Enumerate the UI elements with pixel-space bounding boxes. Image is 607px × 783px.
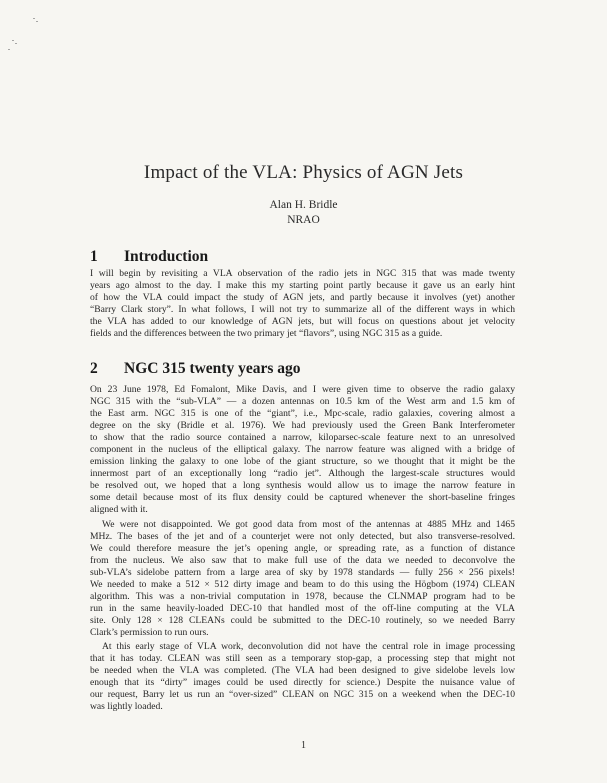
section-number: 2	[90, 360, 98, 377]
text-line: was lightly loaded.	[90, 701, 163, 713]
text-line: At this early stage of VLA work, deconvolution did not have the central role in image processing	[102, 641, 515, 652]
text-line: be resolved out, we hoped that a long synthesis would allow us to image the narrow feature in	[90, 480, 515, 492]
text-line: innermost part of an exceptionally long “radio jet”. Although the largest-scale structures would	[90, 468, 515, 480]
paragraph	[90, 268, 515, 340]
text-line: sub-VLA’s sidelobe pattern from a large area of sky by 1978 standards — fully 256 × 256 pixels!	[90, 567, 515, 579]
author-affiliation: NRAO	[287, 214, 320, 226]
text-line: run in the same heavily-loaded DEC-10 that handled most of the off-line computing at the VLA	[90, 603, 515, 615]
text-line: emission linking the galaxy to one lobe of the giant structure, so we thought that it might be the	[90, 456, 515, 468]
text-line: We were not disappointed. We got good data from most of the antennas at 4885 MHz and 1465	[102, 519, 515, 530]
text-line: be needed when the VLA was completed. (The VLA had been designed to give sidelobe levels low	[90, 665, 515, 677]
section-heading-introduction	[90, 248, 208, 266]
author-block	[0, 198, 607, 228]
text-line: I will begin by revisiting a VLA observation of the radio jets in NGC 315 that was made twenty	[90, 268, 515, 279]
text-line: On 23 June 1978, Ed Fomalont, Mike Davis, and I were given time to observe the radio galaxy	[90, 384, 515, 395]
text-line: of how the VLA could impact the study of AGN jets, and partly because it involves (yet) another	[90, 292, 515, 304]
section-title: Introduction	[124, 248, 209, 265]
author-name: Alan H. Bridle	[269, 199, 338, 211]
section-title: NGC 315 twenty years ago	[124, 360, 301, 377]
text-line: from the nucleus. We also saw that to make full use of the data we needed to deconvolve the	[90, 555, 515, 567]
text-line: Clark’s permission to run ours.	[90, 627, 209, 639]
text-line: site. Only 128 × 128 CLEANs could be submitted to the DEC-10 routinely, so we needed Barry	[90, 615, 515, 627]
text-line: algorithm. This was a non-trivial computation in 1978, because the CLNMAP program had to be	[90, 591, 515, 603]
text-line: aligned with it.	[90, 504, 148, 516]
paragraph	[90, 641, 515, 713]
text-line: the VLA has added to our knowledge of AGN jets, but will focus on questions about jet velocity	[90, 316, 515, 328]
text-line: our request, Barry let us run an “over-sized” CLEAN on NGC 315 on a weekend when the DEC-10	[90, 689, 515, 701]
paragraph	[90, 519, 515, 639]
text-line: enough that its “dirty” images could be used directly for science.) Despite the nuisance value of	[90, 677, 515, 689]
text-line: MHz. The bases of the jet and of a counterjet were not only detected, but also transverse-resolved.	[90, 531, 515, 543]
text-line: that it has today. CLEAN was still seen as a temporary stop-gap, a processing step that might not	[90, 653, 515, 665]
text-line: degree on the sky (Bridle et al. 1976). We had previously used the Green Bank Interferometer	[90, 420, 515, 432]
text-line: We could therefore measure the jet’s opening angle, or spreading rate, as a function of distance	[90, 543, 515, 555]
text-line: some detail because most of its flux density could be captured whenever the short-baseline fringes	[90, 492, 515, 504]
text-line: We needed to make a 512 × 512 dirty image and beam to do this using the Högbom (1974) CLEAN	[90, 579, 515, 591]
text-line: the East arm. NGC 315 is one of the “giant”, i.e., Mpc-scale, radio galaxies, covering almost a	[90, 408, 515, 420]
section-number: 1	[90, 248, 98, 265]
text-line: NGC 315 with the “sub-VLA” — a dozen antennas on 10.5 km of the West arm and 1.5 km of	[90, 396, 515, 408]
paper-title: Impact of the VLA: Physics of AGN Jets	[143, 162, 464, 183]
text-line: to show that the radio source contained a narrow, kiloparsec-scale feature next to an unresolved	[90, 432, 515, 444]
text-line: fields and the differences between the two primary jet “flavors”, using NGC 315 as a guide.	[90, 328, 443, 340]
text-line: component in the nucleus of the elliptical galaxy. The narrow feature was aligned with a bridge of	[90, 444, 515, 456]
text-line: “Barry Clark story”. In what follows, I will not try to summarize all of the different ways in which	[90, 304, 515, 316]
text-line: years ago almost to the day. I make this my starting point partly because it gave us an early hint	[90, 280, 515, 292]
page-number: 1	[301, 740, 306, 751]
paragraph	[90, 384, 515, 517]
section-heading-ngc315	[90, 360, 301, 378]
